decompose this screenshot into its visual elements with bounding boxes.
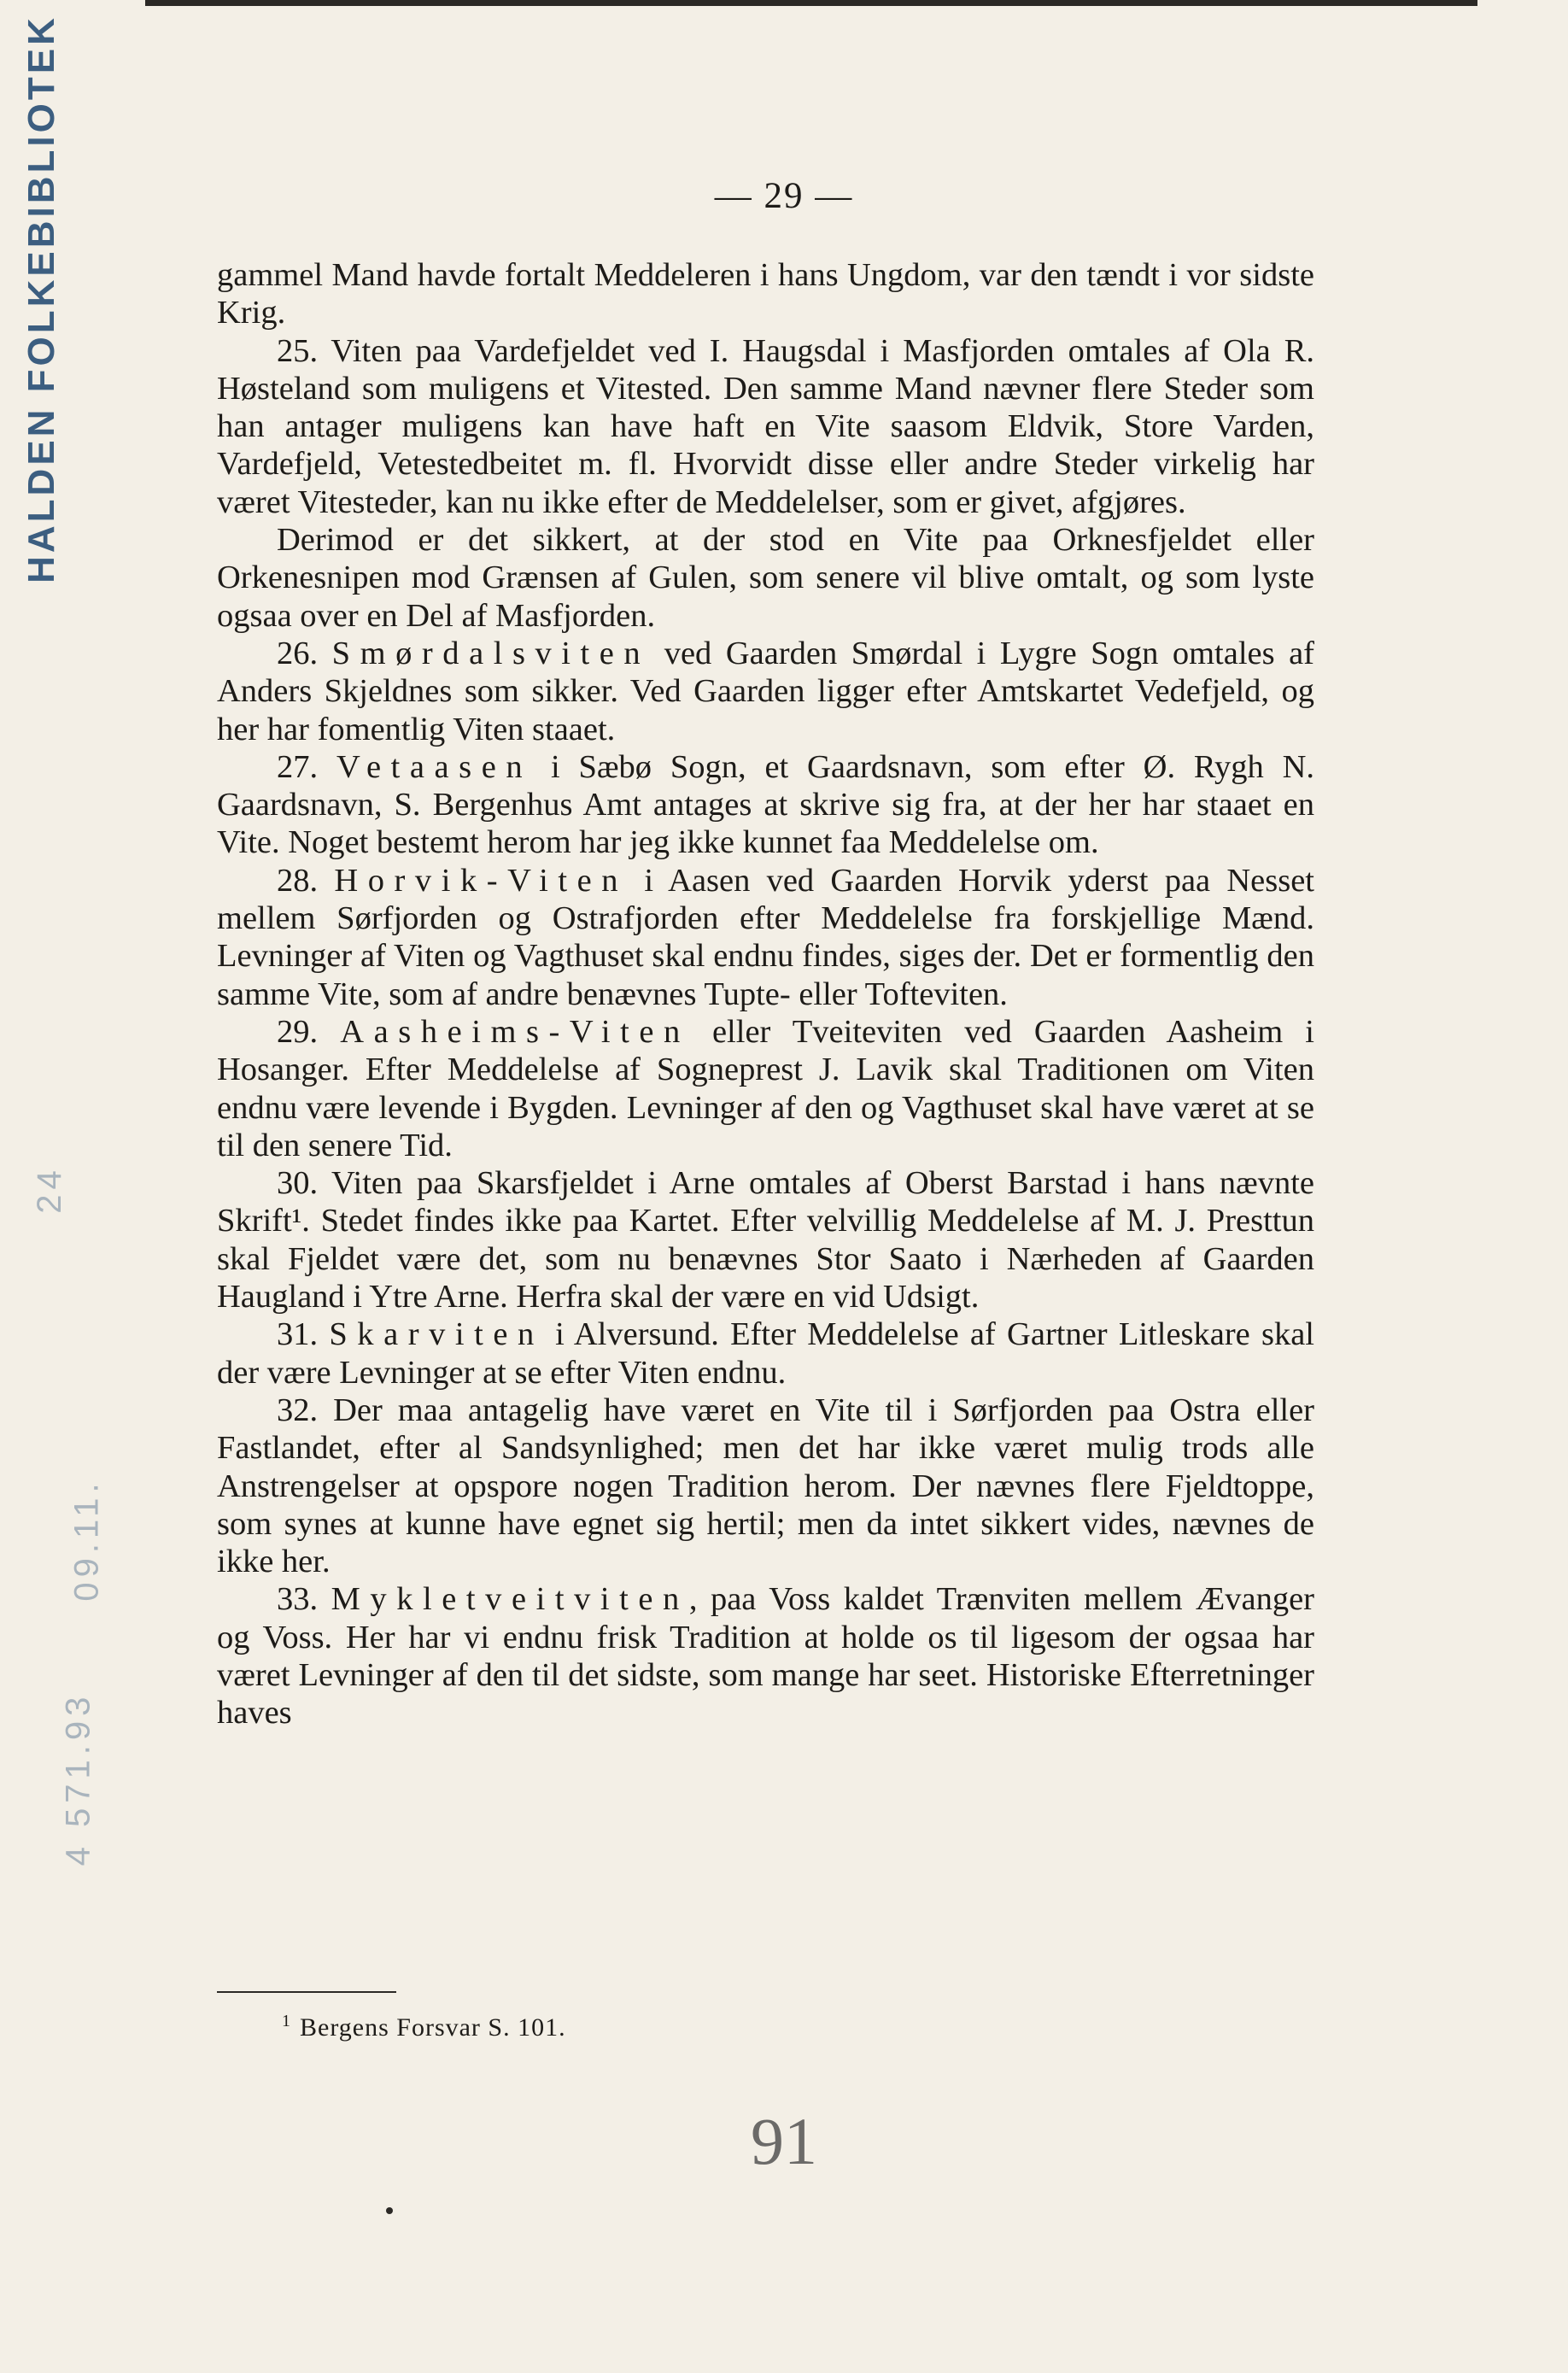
paragraph <box>217 635 1314 748</box>
paragraph <box>217 521 1314 635</box>
paragraph <box>217 332 1314 521</box>
entry-heading: Mykletveitviten <box>331 1581 689 1618</box>
paragraph <box>217 1013 1314 1164</box>
library-stamp-text: HALDEN FOLKEBIBLIOTEK <box>20 15 63 583</box>
paragraph-text: Viten paa Skarsfjeldet i Arne omtales af Oberst Barstad i hans nævnte Skrift¹. Stedet findes ikke paa Kartet. Efter velvillig Meddelelse af M. J. Presttun skal Fjeldet være det, som nu benævnes Stor Saato i Nærheden af Gaarden Haugland i Ytre Arne. Herfra skal der være en vid Udsigt. <box>217 1165 1314 1315</box>
paragraph-text: Derimod er det sikkert, at der stod en Vite paa Orknesfjeldet eller Orkenesnipen mod Grænsen af Gulen, som senere vil blive omtalt, og som lyste ogsaa over en Del af Masfjorden. <box>217 522 1314 634</box>
entry-heading: Smørdalsviten <box>331 635 651 671</box>
paragraph <box>217 862 1314 1013</box>
paragraph-text: i Alversund. Efter Meddelelse af Gartner Litleskare skal der være Levninger at se efter Viten endnu. <box>217 1316 1314 1391</box>
paragraph <box>217 256 1314 332</box>
entry-number: 27. <box>277 748 319 785</box>
entry-number: 32. <box>277 1392 319 1428</box>
entry-number: 28. <box>277 862 319 899</box>
paragraph-text: i Aasen ved Gaarden Horvik yderst paa Nesset mellem Sørfjorden og Ostrafjorden efter Meddelelse fra forskjellige Mænd. Levninger af Viten og Vagthuset skal endnu findes, siges der. Det er formentlig den samme Vite, som af andre benævnes Tupte- eller Tofteviten. <box>217 862 1314 1012</box>
footnote-text: Bergens Forsvar S. 101. <box>300 2013 566 2042</box>
paragraph-text: Viten paa Vardefjeldet ved I. Haugsdal i Masfjorden omtales af Ola R. Høsteland som muligens et Vitested. Den samme Mand nævner flere Steder som han antager muligens kan have haft en Vite saasom Eldvik, Store Varden, Vardefjeld, Vetestedbeitet m. fl. Hvorvidt disse eller andre Steder virkelig har været Vitesteder, kan nu ikke efter de Meddelelser, som er givet, afgjøres. <box>217 332 1314 520</box>
sheet-number: 91 <box>751 2104 817 2178</box>
footnote-rule <box>217 1991 396 1993</box>
entry-number: 33. <box>277 1581 319 1618</box>
ink-dot <box>386 2207 393 2214</box>
paragraph <box>217 1315 1314 1392</box>
entry-number: 25. <box>277 332 319 369</box>
paragraph-text: ved Gaarden Smørdal i Lygre Sogn omtales af Anders Skjeldnes som sikker. Ved Gaarden ligger efter Amtskartet Vedefjeld, og her har fomentlig Viten staaet. <box>217 635 1315 747</box>
paragraph-text: gammel Mand havde fortalt Meddeleren i hans Ungdom, var den tændt i vor sidste Krig. <box>217 257 1314 331</box>
margin-note: 24 <box>30 1165 68 1214</box>
entry-heading: Skarviten <box>329 1316 544 1353</box>
entry-number: 26. <box>277 635 319 671</box>
footnote <box>282 2012 566 2042</box>
paragraph-text: Der maa antagelig have været en Vite til i Sørfjorden paa Ostra eller Fastlandet, efter al Sandsynlighed; men det har ikke været mulig trods alle Anstrengelser at opspore nogen Tradition herom. Der nævnes flere Fjeldtoppe, som synes at kunne have egnet sig hertil; men da intet sikkert vides, nævnes de ikke her. <box>217 1392 1314 1580</box>
library-stamp <box>15 15 68 583</box>
entry-heading: Horvik-Viten <box>334 862 629 899</box>
margin-note: 4 571.93 <box>59 1691 97 1866</box>
footnote-marker: 1 <box>282 2012 291 2030</box>
paragraph <box>217 1164 1314 1315</box>
body-text <box>217 256 1314 1732</box>
top-border-rule <box>145 0 1477 6</box>
paragraph-text: eller Tveiteviten ved Gaarden Aasheim i Hosanger. Efter Meddelelse af Sogneprest J. Lavik skal Traditionen om Viten endnu være levende i Bygden. Levninger af den og Vagthuset skal have været at se til den senere Tid. <box>217 1013 1314 1163</box>
entry-heading: Vetaasen <box>336 748 533 785</box>
paragraph-text: i Sæbø Sogn, et Gaardsnavn, som efter Ø. Rygh N. Gaardsnavn, S. Bergenhus Amt antages at skrive sig fra, at der her har staaet en Vite. Noget bestemt herom har jeg ikke kunnet faa Meddelelse om. <box>217 748 1315 861</box>
paragraph <box>217 1392 1314 1580</box>
page-folio: — 29 — <box>714 176 854 216</box>
margin-note: 09.11. <box>67 1478 106 1602</box>
entry-number: 30. <box>277 1165 319 1202</box>
paragraph-text: , paa Voss kaldet Trænviten mellem Ævanger og Voss. Her har vi endnu frisk Tradition at holde os til ligesom der ogsaa har været Levninger af den til det sidste, som mange har seet. Historiske Efterretninger haves <box>217 1581 1315 1731</box>
entry-number: 31. <box>277 1316 319 1353</box>
entry-number: 29. <box>277 1013 319 1050</box>
paragraph <box>217 1580 1314 1731</box>
entry-heading: Aasheims-Viten <box>340 1013 690 1050</box>
paragraph <box>217 748 1314 862</box>
